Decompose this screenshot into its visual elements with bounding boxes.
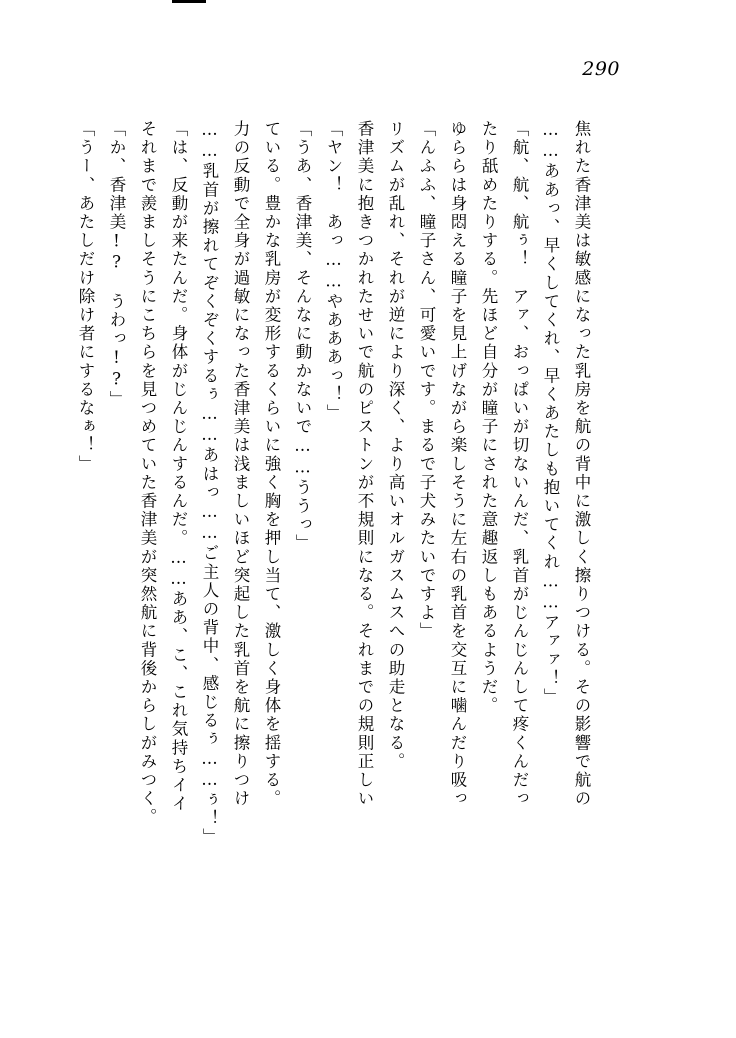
text-column: 「うあ、香津美、そんなに動かないで……ううっ」 <box>293 120 312 553</box>
text-column: 力の反動で全身が過敏になった香津美は浅ましいほど突起した乳首を航に擦りつけ <box>231 120 250 809</box>
text-column: 「航、航、航ぅ！ アァ、おっぱいが切ないんだ、乳首がじんじんして疼くんだっ <box>510 120 529 809</box>
text-column: 「は、反動が来たんだ。身体がじんじんするんだ。……ああ、こ、これ気持ちイイ <box>169 120 188 814</box>
text-column: 焦れた香津美は敏感になった乳房を航の背中に激しく擦りつける。その影響で航の <box>572 120 591 809</box>
text-column: たり舐めたりする。先ほど自分が瞳子にされた意趣返しもあるようだ。 <box>479 120 498 716</box>
body-text <box>62 120 636 950</box>
text-column: ている。豊かな乳房が変形するくらいに強く胸を押し当て、激しく身体を揺する。 <box>262 120 281 809</box>
text-column: ……乳首が擦れてぞくぞくするぅ……あはっ……ご主人の背中、感じるぅ……ぅ！」 <box>200 120 219 847</box>
text-column: ……ああっ、早くしてくれ、早くあたしも抱いてくれ……アァァ！」 <box>541 120 560 707</box>
text-column: 「うー、あたしだけ除け者にするなぁ！」 <box>76 120 95 474</box>
text-column: 香津美に抱きつかれたせいで航のピストンが不規則になる。それまでの規則正しい <box>355 120 374 809</box>
text-column: 「か、香津美!? うわっ!?」 <box>107 120 126 409</box>
text-column: ゆららは身悶える瞳子を見上げながら楽しそうに左右の乳首を交互に噛んだり吸っ <box>448 120 467 809</box>
text-column: 「ヤン！ あっ……やあああっ！」 <box>324 120 343 423</box>
text-column: 「んふふ、瞳子さん、可愛いです。まるで子犬みたいですよ」 <box>417 120 436 641</box>
text-column: それまで羨ましそうにこちらを見つめていた香津美が突然航に背後からしがみつく。 <box>138 120 157 827</box>
text-column: リズムが乱れ、それが逆により深く、より高いオルガスムスへの助走となる。 <box>386 120 405 771</box>
crop-mark <box>172 0 206 3</box>
page-number: 290 <box>582 58 620 80</box>
